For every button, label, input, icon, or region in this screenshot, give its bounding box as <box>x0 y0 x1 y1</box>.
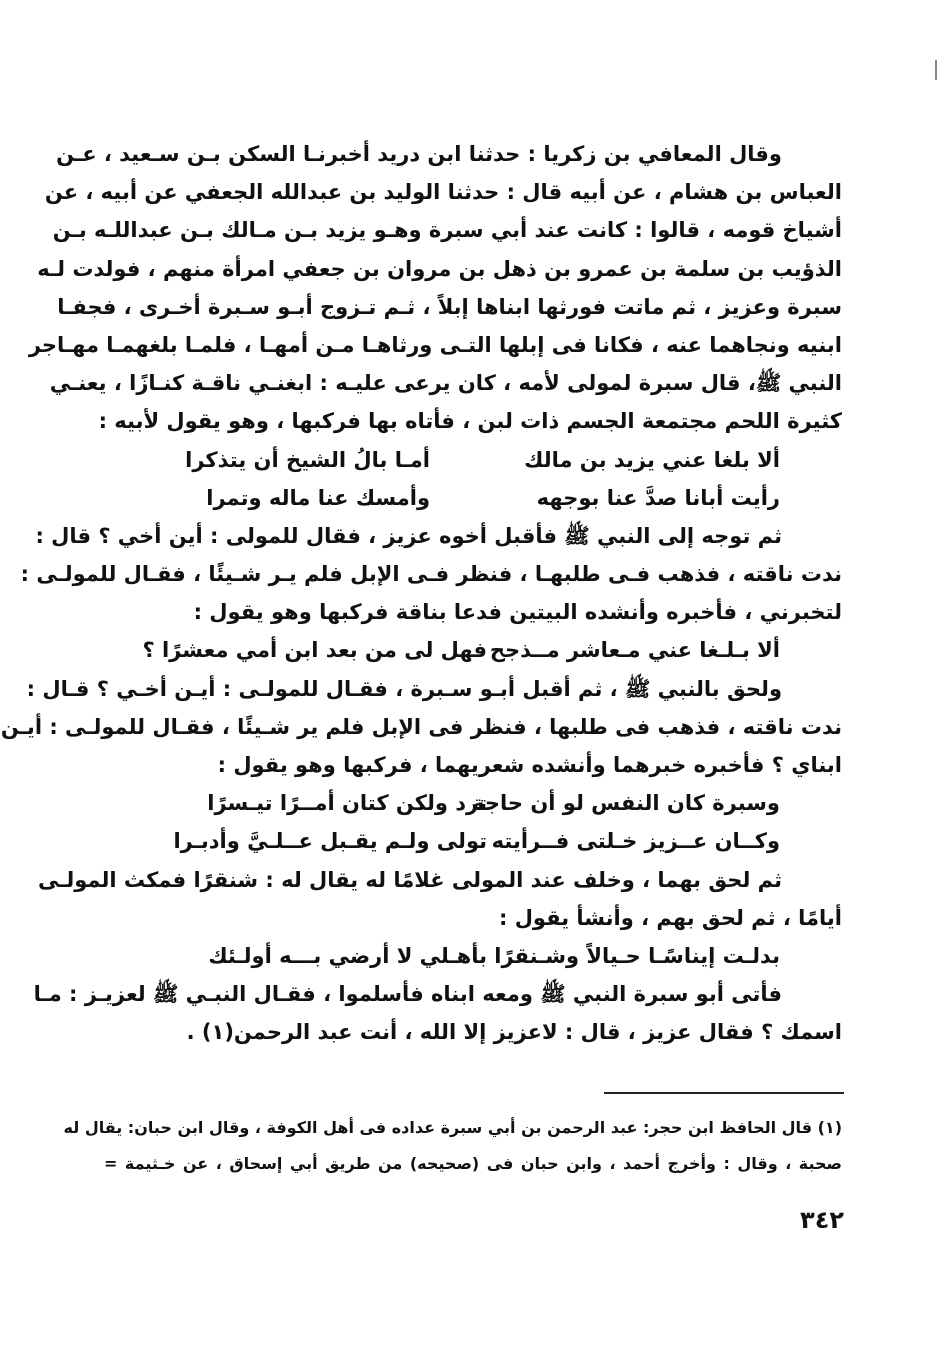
verse-second-half: أمـا بالُ الشيخ أن يتذكرا <box>185 447 430 472</box>
text-line: ابنيه ونجاهما عنه ، فكانا فى إبلها التـى ورثاهـا مـن أمهـا ، فلمـا بلغهمـا مهـاجر <box>28 332 842 357</box>
verse-first-half: بدلـت إيناسًـا حـيالاً وشـنقرًا <box>494 943 780 968</box>
poem-verse <box>96 822 842 860</box>
text-line: النبي ﷺ، قال سبرة لمولى لأمه ، كان يرعى عليـه : ابغنـي ناقـة كنـازًا ، يعنـي <box>49 371 842 396</box>
verse-second-half: ترد ولكن كتان أمــرًا تيـسرًا <box>207 791 487 816</box>
verse-second-half: وأمسك عنا ماله وتمرا <box>206 485 430 510</box>
verse-second-half: بأهـلي لا أرضي بـــه أولـئك <box>208 943 487 968</box>
text-line: ابناي ؟ فأخبره خبرهما وأنشده شعريهما ، فركبها وهو يقول : <box>217 753 842 777</box>
verse-first-half: وسبرة كان النفس لو أن حاجة <box>472 791 780 816</box>
text-line: اسمك ؟ فقال عزيز ، قال : لاعزيز إلا الله ، أنت عبد الرحمن(١) . <box>186 1020 842 1045</box>
verse-first-half: ألا بـلـغا عني مـعاشر مــذجح <box>489 638 780 663</box>
margin-mark <box>935 60 937 80</box>
text-line: لتخبرني ، فأخبره وأنشده البيتين فدعا بناقة فركبها وهو يقول : <box>193 600 842 625</box>
verse-first-half: رأيت أبانا صدَّ عنا بوجهه <box>536 485 780 510</box>
poem-verse <box>96 631 842 669</box>
verse-second-half: تولى ولـم يقـبل عــلـيَّ وأدبـرا <box>173 829 487 854</box>
text-line: الذؤيب بن سلمة بن عمرو بن ذهل بن مروان بن جعفي امرأة منهم ، فولدت لـه <box>37 256 842 281</box>
poem-verse <box>96 479 842 517</box>
poem-verse <box>96 937 842 975</box>
text-line: وقال المعافي بن زكريا : حدثنا ابن دريد أخبرنـا السكن بـن سـعيد ، عـن <box>56 142 782 166</box>
poem-verse <box>96 784 842 822</box>
footnote-line: صحبة ، وقال : وأخرج أحمد ، وابن حبان فى (صحيحه) من طريق أبي إسحاق ، عن خـثيمة = <box>104 1154 842 1173</box>
footnote-line: (١) قال الحافظ ابن حجر: عبد الرحمن بن أبي سبرة عداده فى أهل الكوفة ، وقال ابن حبان: يقال له <box>63 1118 842 1137</box>
main-text <box>0 135 842 1052</box>
text-line: العباس بن هشام ، عن أبيه قال : حدثنا الوليد بن عبدالله الجعفي عن أبيه ، عن <box>44 180 842 205</box>
page-number: ٣٤٢ <box>800 1206 844 1234</box>
text-line: ندت ناقته ، فذهب فى طلبها ، فنظر فى الإبل فلم ير شـيئًا ، فقـال للمولـى : أيـن <box>0 714 842 739</box>
text-line: أشياخ قومه ، قالوا : كانت عند أبي سبرة وهـو يزيد بـن مـالك بـن عبداللـه بـن <box>52 218 842 243</box>
text-line: فأتى أبو سبرة النبي ﷺ ومعه ابناه فأسلموا ، فقـال النبـي ﷺ لعزيـز : مـا <box>33 982 782 1007</box>
verse-first-half: ألا بلغا عني يزيد بن مالك <box>524 447 780 472</box>
text-line: ولحق بالنبي ﷺ ، ثم أقبل أبـو سـبرة ، فقـال للمولـى : أيـن أخـي ؟ قـال : <box>26 676 782 701</box>
verse-first-half: وكــان عــزيز خـلتى فــرأيته <box>491 829 780 854</box>
text-line: ندت ناقته ، فذهب فـى طلبهـا ، فنظر فـى الإبل فلم يـر شـيئًا ، فقـال للمولـى : <box>20 562 842 587</box>
poem-verse <box>96 441 842 479</box>
footnote-separator <box>604 1092 844 1094</box>
verse-second-half: فهل لى من بعد ابن أمي معشرًا ؟ <box>142 638 487 663</box>
text-line: سبرة وعزيز ، ثم ماتت فورثها ابناها إبلاً ، ثـم تـزوج أبـو سـبرة أخـرى ، فجفـا <box>57 294 842 319</box>
text-line: أيامًا ، ثم لحق بهم ، وأنشأ يقول : <box>499 905 842 930</box>
text-line: ثم توجه إلى النبي ﷺ فأقبل أخوه عزيز ، فقال للمولى : أين أخي ؟ قال : <box>35 523 782 548</box>
footnotes <box>63 1110 842 1182</box>
text-line: كثيرة اللحم مجتمعة الجسم ذات لبن ، فأتاه بها فركبها ، وهو يقول لأبيه : <box>98 409 842 434</box>
text-line: ثم لحق بهما ، وخلف عند المولى غلامًا له يقال له : شنقرًا فمكث المولـى <box>37 867 782 892</box>
